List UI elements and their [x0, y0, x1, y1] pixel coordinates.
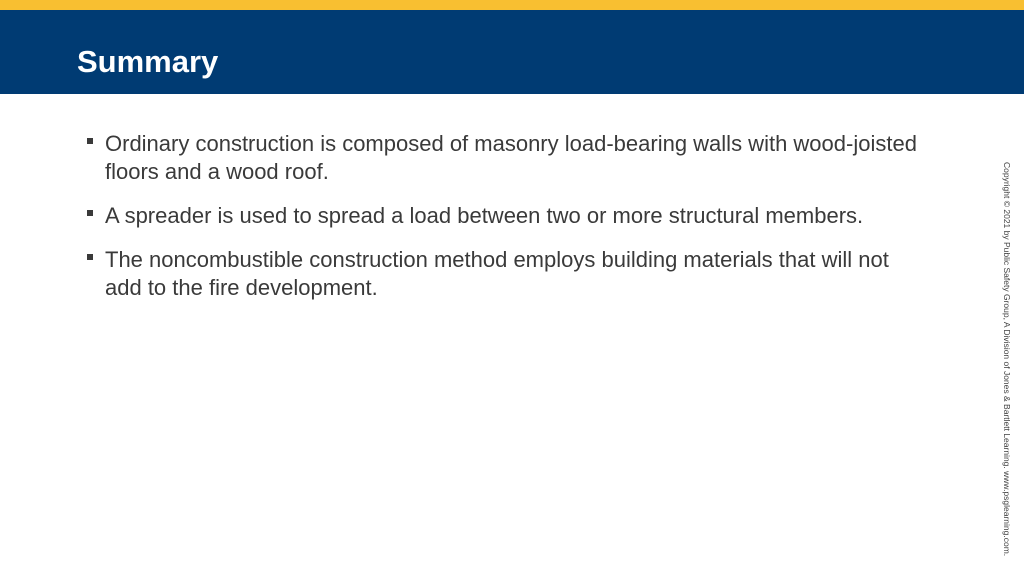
bullet-item: [87, 246, 922, 302]
bullet-list: [87, 130, 922, 318]
slide-title: Summary: [77, 44, 219, 79]
accent-stripe: [0, 0, 1024, 10]
bullet-text: A spreader is used to spread a load between two or more structural members.: [105, 203, 864, 228]
bullet-item: [87, 130, 922, 186]
square-bullet-icon: [87, 210, 93, 216]
title-bar: [0, 10, 1024, 94]
square-bullet-icon: [87, 138, 93, 144]
bullet-item: [87, 202, 922, 230]
copyright-notice: Copyright © 2021 by Public Safety Group, A Division of Jones & Bartlett Learning. www.psglearning.com.: [1002, 162, 1012, 557]
bullet-text: Ordinary construction is composed of masonry load-bearing walls with wood-joisted floors and a wood roof.: [105, 131, 917, 184]
square-bullet-icon: [87, 254, 93, 260]
bullet-text: The noncombustible construction method employs building materials that will not add to the fire development.: [105, 247, 889, 300]
